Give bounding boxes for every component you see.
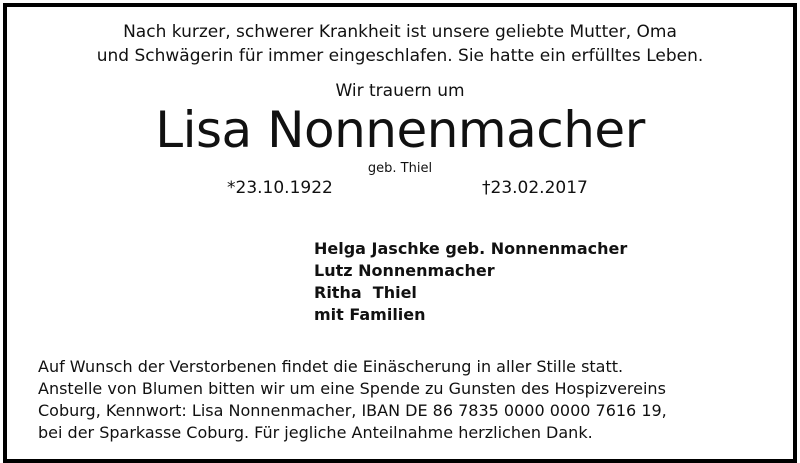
closing-line: Auf Wunsch der Verstorbenen findet die Einäscherung in aller Stille statt. xyxy=(38,357,624,376)
closing-text xyxy=(38,356,667,444)
deceased-name: Lisa Nonnenmacher xyxy=(155,101,645,159)
closing-line: Anstelle von Blumen bitten wir um eine Spende zu Gunsten des Hospizvereins xyxy=(38,379,666,398)
closing-line: Coburg, Kennwort: Lisa Nonnenmacher, IBAN DE 86 7835 0000 0000 7616 19, xyxy=(38,401,667,420)
mourner-item: Lutz Nonnenmacher xyxy=(314,261,495,280)
birth-date: *23.10.1922 xyxy=(227,178,333,198)
mourner-item: Ritha Thiel xyxy=(314,283,417,302)
intro-text xyxy=(0,20,800,68)
intro-line: und Schwägerin für immer eingeschlafen. Sie hatte ein erfülltes Leben. xyxy=(96,46,704,66)
intro-line: Nach kurzer, schwerer Krankheit ist unsere geliebte Mutter, Oma xyxy=(123,22,677,42)
maiden-name: geb. Thiel xyxy=(367,161,433,176)
closing-line: bei der Sparkasse Coburg. Für jegliche Anteilnahme herzlichen Dank. xyxy=(38,423,593,442)
mourning-lead: Wir trauern um xyxy=(335,81,465,101)
mourner-item: mit Familien xyxy=(314,305,426,324)
mourners-list xyxy=(314,238,627,326)
death-date: †23.02.2017 xyxy=(482,178,588,198)
mourner-item: Helga Jaschke geb. Nonnenmacher xyxy=(314,239,628,258)
